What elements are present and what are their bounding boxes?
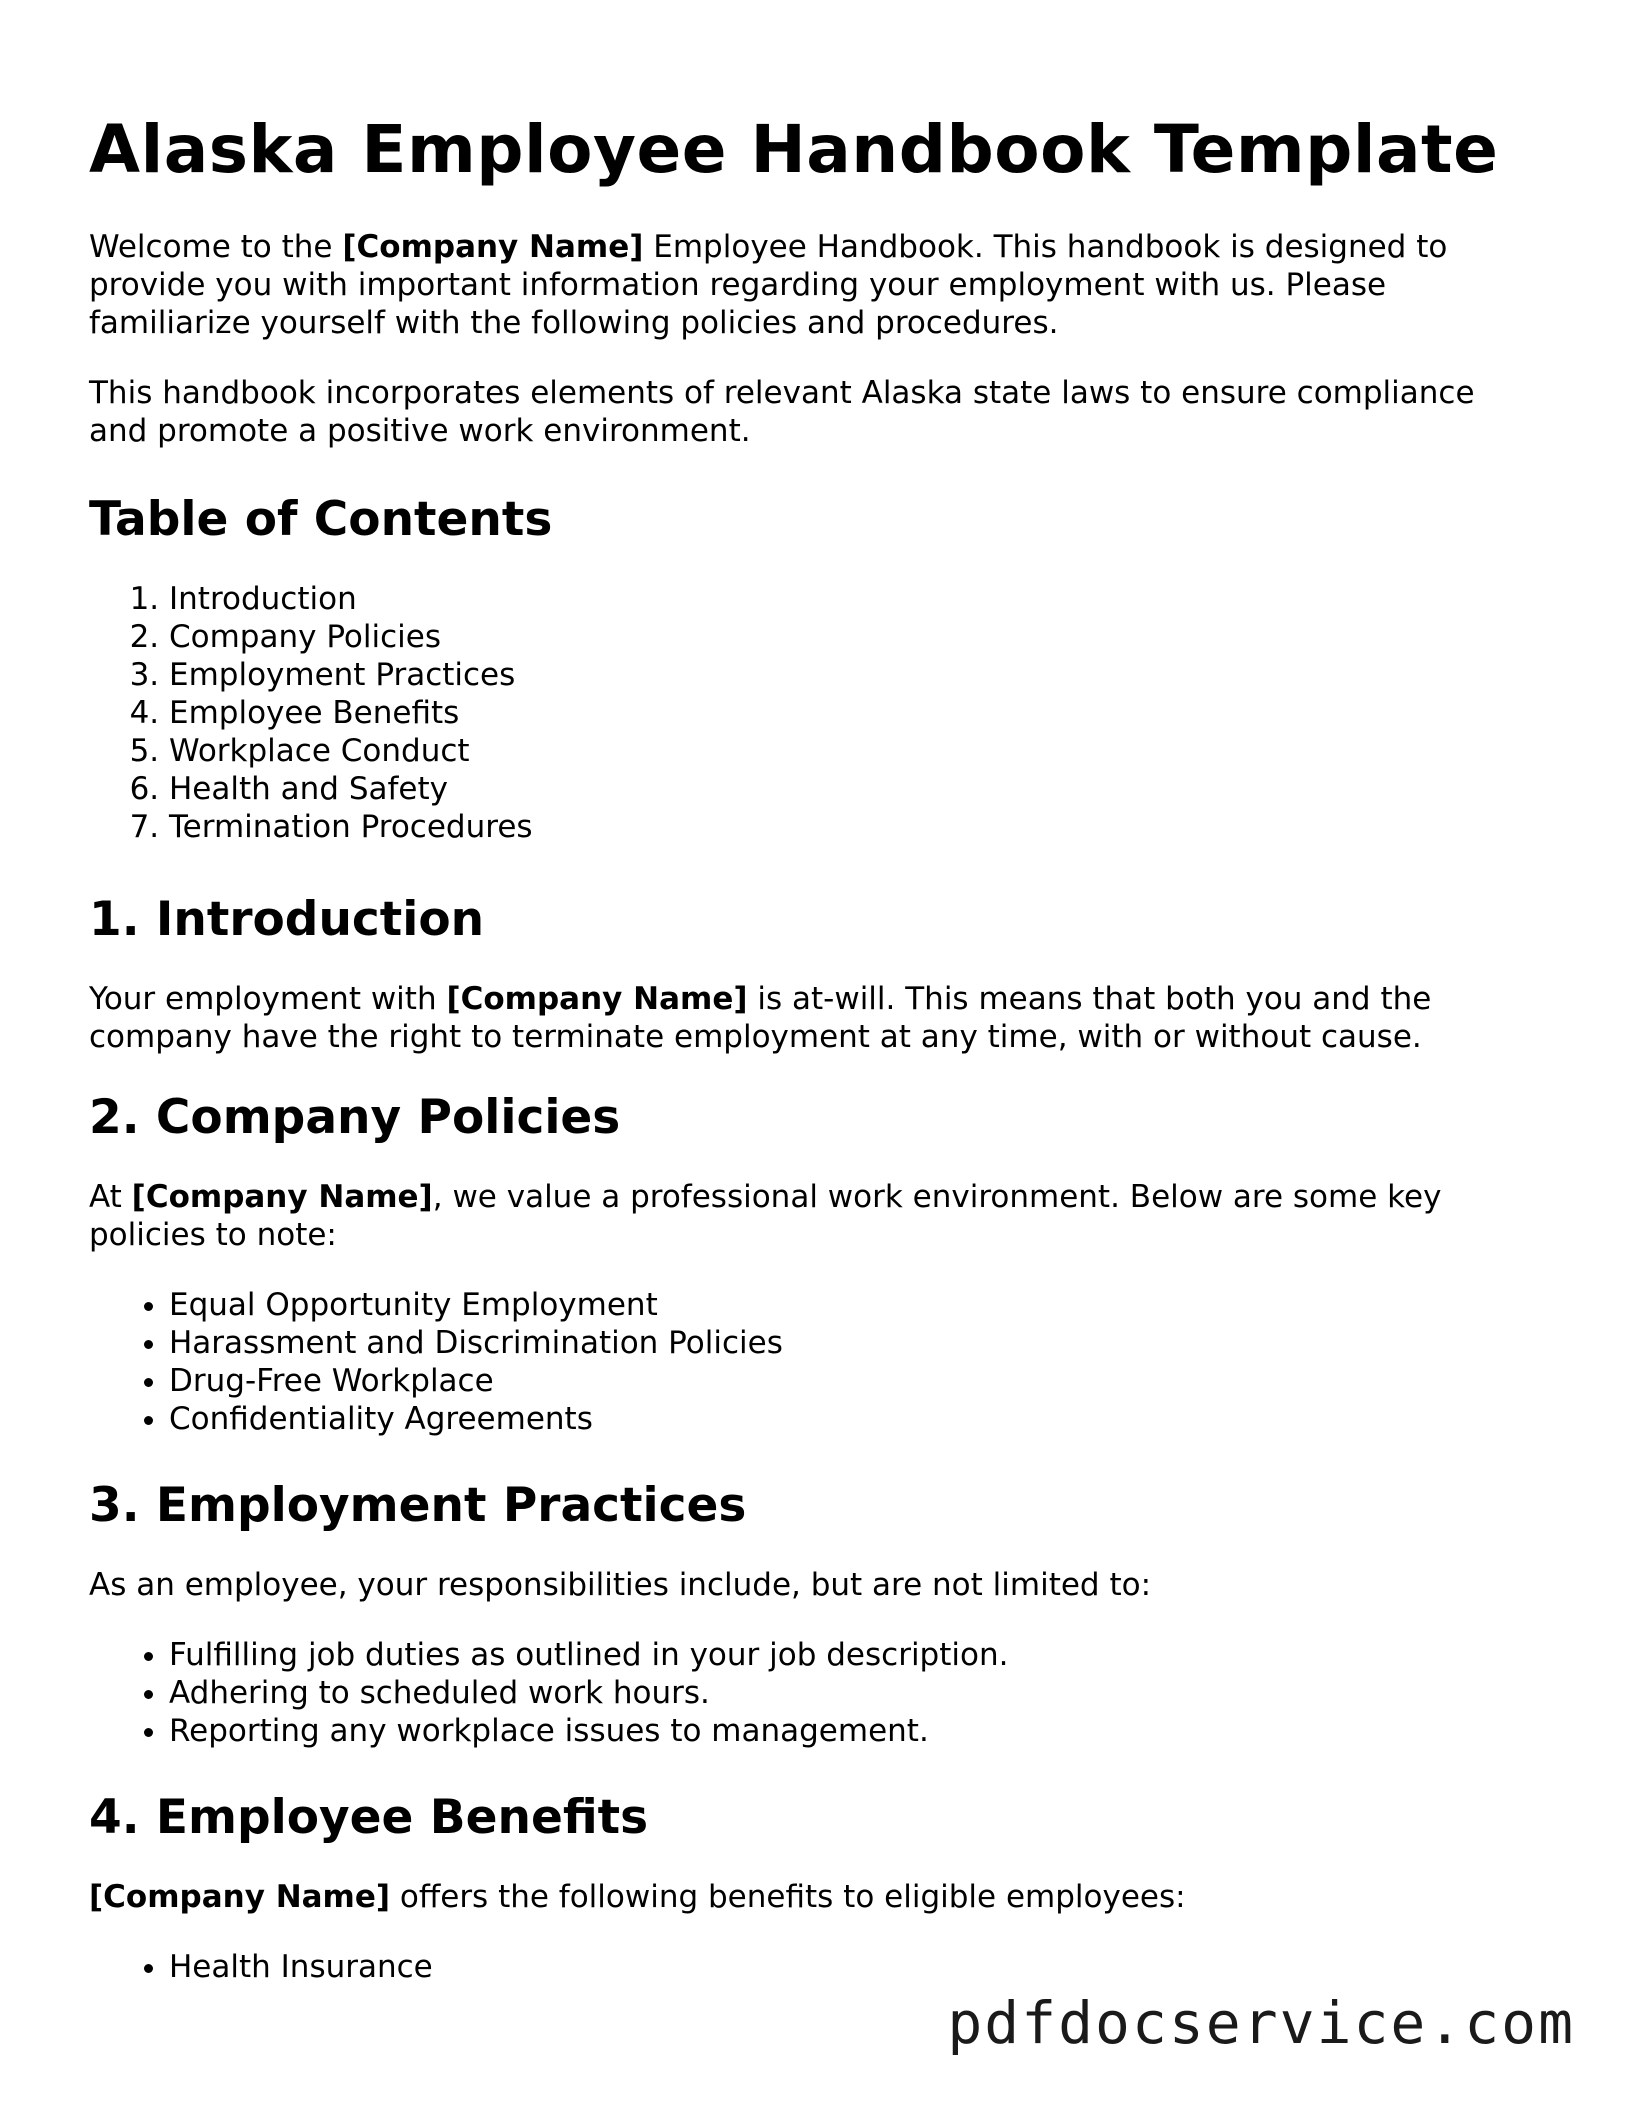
- list-item: • Drug-Free Workplace: [169, 1362, 1539, 1400]
- document-page: [89, 108, 1539, 2024]
- text-run: offers the following benefits to eligible employees:: [390, 1879, 1186, 1915]
- intro-text-end: Employee Handbook. This handbook is designed to provide you with important information regarding your employment with us. Please familiarize yourself with the following policies and procedures.: [89, 229, 1448, 341]
- list-item: • Harassment and Discrimination Policies: [169, 1324, 1539, 1362]
- benefits-list: [89, 1948, 1539, 1986]
- intro-paragraph: [89, 228, 1539, 342]
- toc-list: [89, 580, 1539, 846]
- list-item: • Health Insurance: [169, 1948, 1539, 1986]
- list-item: • Equal Opportunity Employment: [169, 1286, 1539, 1324]
- toc-item: 5. Workplace Conduct: [169, 732, 1539, 770]
- company-name-placeholder: [Company Name]: [89, 1879, 391, 1915]
- intro-text-start: Welcome to the: [89, 229, 343, 265]
- list-item: • Fulfilling job duties as outlined in your job description.: [169, 1636, 1539, 1674]
- section-company-policies-text: [89, 1178, 1539, 1254]
- section-introduction-heading: 1. Introduction: [89, 892, 485, 947]
- section-employee-benefits-heading: 4. Employee Benefits: [89, 1790, 649, 1845]
- text-run: is at-will. This means that both you and the company have the right to terminate employment at any time, with or without cause.: [89, 981, 1432, 1055]
- company-name-placeholder: [Company Name]: [446, 981, 748, 1017]
- list-item: • Confidentiality Agreements: [169, 1400, 1539, 1438]
- toc-item: 7. Termination Procedures: [169, 808, 1539, 846]
- text-run: Your employment with: [89, 981, 447, 1017]
- policies-list: [89, 1286, 1539, 1438]
- list-item: • Reporting any workplace issues to management.: [169, 1712, 1539, 1750]
- toc-item: 1. Introduction: [169, 580, 1539, 618]
- responsibilities-list: [89, 1636, 1539, 1750]
- company-name-placeholder: [Company Name]: [342, 229, 644, 265]
- section-introduction-text: [89, 980, 1539, 1056]
- toc-item: 3. Employment Practices: [169, 656, 1539, 694]
- toc-item: 2. Company Policies: [169, 618, 1539, 656]
- list-item: • Adhering to scheduled work hours.: [169, 1674, 1539, 1712]
- toc-heading: Table of Contents: [89, 492, 553, 547]
- document-title: Alaska Employee Handbook Template: [89, 111, 1499, 188]
- section-employee-benefits-text: [89, 1878, 1539, 1916]
- compliance-paragraph: This handbook incorporates elements of relevant Alaska state laws to ensure compliance and promote a positive work environment.: [89, 375, 1475, 449]
- section-employment-practices-heading: 3. Employment Practices: [89, 1478, 747, 1533]
- text-run: At: [89, 1179, 132, 1215]
- watermark: pdfdocservice.com: [947, 1989, 1575, 2057]
- toc-item: 6. Health and Safety: [169, 770, 1539, 808]
- company-name-placeholder: [Company Name]: [131, 1179, 433, 1215]
- text-run: , we value a professional work environment. Below are some key policies to note:: [89, 1179, 1442, 1253]
- section-employment-practices-text: As an employee, your responsibilities include, but are not limited to:: [89, 1567, 1152, 1603]
- toc-item: 4. Employee Benefits: [169, 694, 1539, 732]
- section-company-policies-heading: 2. Company Policies: [89, 1090, 621, 1145]
